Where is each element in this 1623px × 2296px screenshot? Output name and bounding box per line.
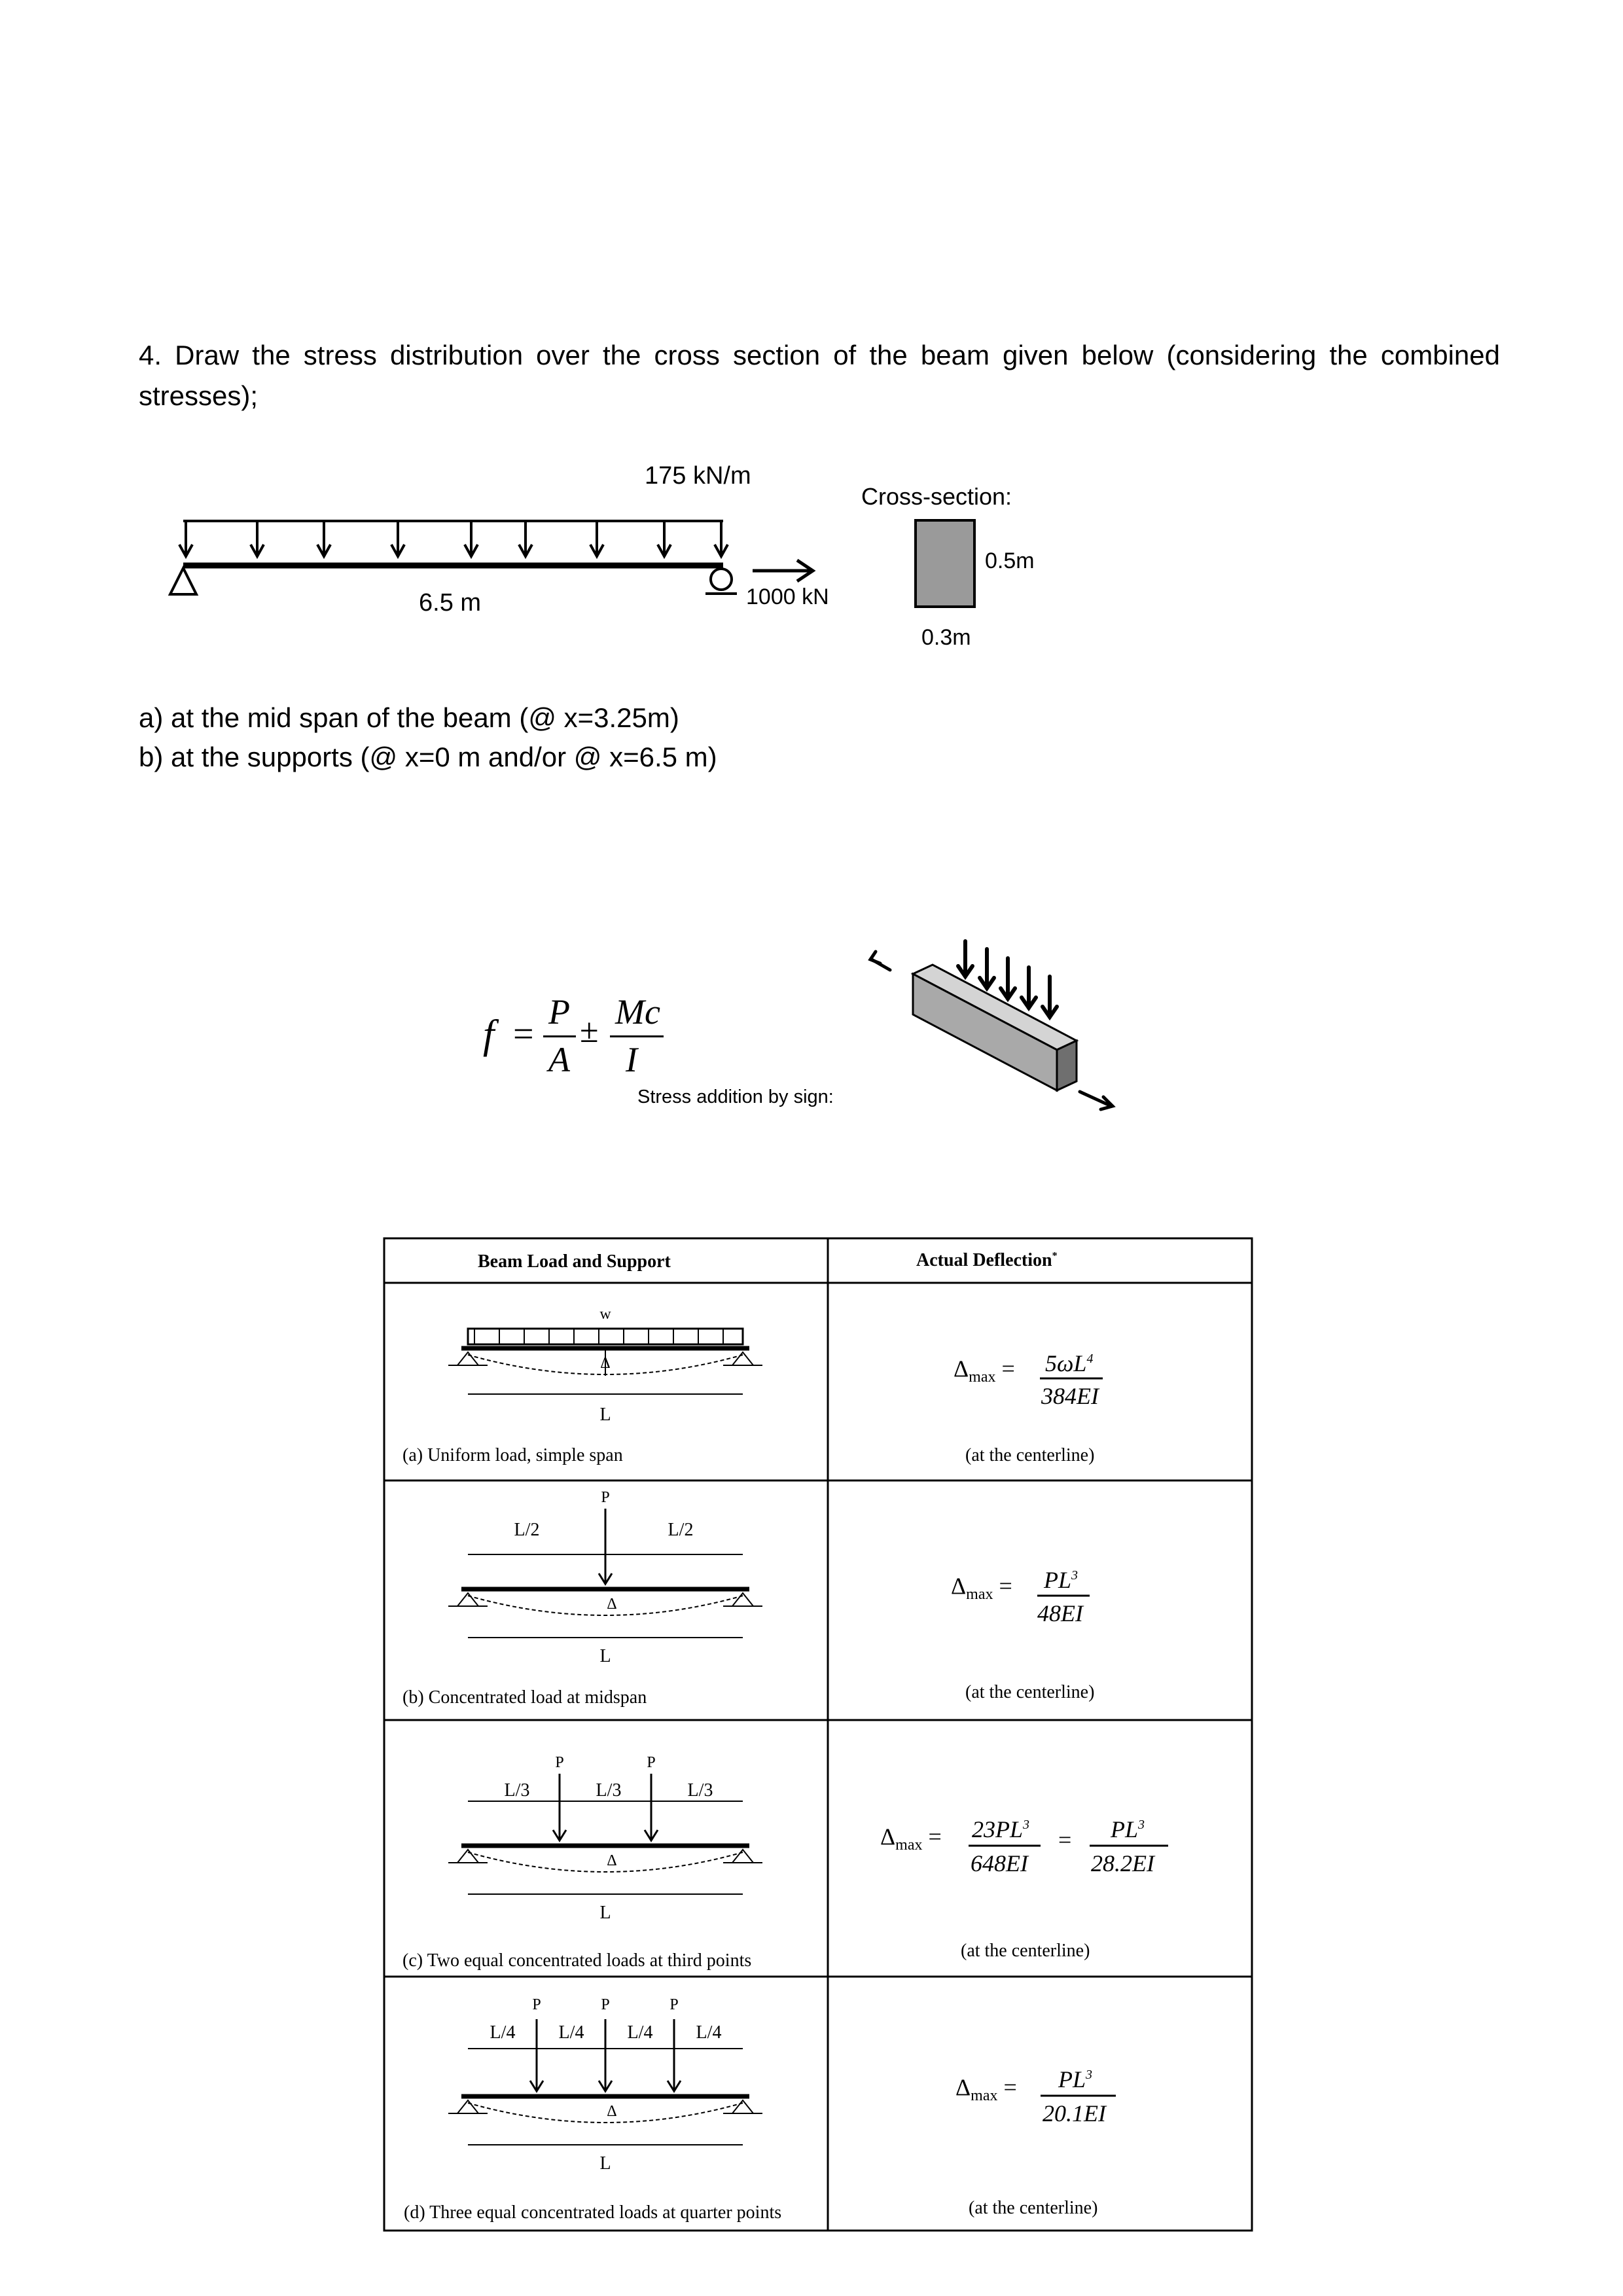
formula-p: P <box>548 992 570 1031</box>
load-label: P <box>555 1754 564 1771</box>
load-intensity-label: 175 kN/m <box>645 462 751 490</box>
formula-denominator-alt: 28.2EI <box>1091 1850 1154 1876</box>
question-text: 4. Draw the stress distribution over the cross section of the beam given below (considering the combined stresses); <box>139 340 1500 411</box>
formula-denominator: 20.1EI <box>1043 2100 1106 2126</box>
formula-plus-minus: ± <box>580 1013 599 1050</box>
load-label: P <box>669 1996 679 2013</box>
span-length-label: L <box>599 1903 611 1923</box>
table-grid <box>383 1237 1253 2232</box>
load-label: P <box>601 1996 610 2013</box>
axial-load-label: 1000 kN <box>746 584 829 609</box>
formula-i: I <box>626 1040 637 1079</box>
equals-sign: = <box>1058 1827 1072 1853</box>
delta-max-symbol: $\Delta_{max}$ = <box>954 1355 1015 1386</box>
section-width-label: 0.3m <box>921 625 971 650</box>
row-b-caption: (b) Concentrated load at midspan <box>402 1687 647 1708</box>
span-length-label: L <box>599 1646 611 1666</box>
deflection-symbol: Δ <box>607 1596 617 1613</box>
formula-equals: = <box>513 1014 534 1054</box>
row-d-caption: (d) Three equal concentrated loads at quarter points <box>404 2202 782 2223</box>
axial-load-arrow <box>753 560 813 581</box>
roller-support <box>705 569 737 594</box>
segment-label: L/3 <box>687 1780 713 1801</box>
load-arrows <box>179 521 728 556</box>
span-length-label: L <box>599 1405 611 1425</box>
distributed-load <box>179 521 728 556</box>
formula-numerator: $PL^3$ <box>1044 1567 1079 1593</box>
centerline-note: (at the centerline) <box>965 1682 1095 1702</box>
part-b: b) at the supports (@ x=0 m and/or @ x=6.5 m) <box>139 742 717 772</box>
section-height-label: 0.5m <box>985 548 1035 573</box>
segment-label: L/4 <box>558 2022 584 2043</box>
cross-section-rectangle <box>914 519 976 608</box>
centerline-note: (at the centerline) <box>961 1941 1090 1961</box>
segment-label: L/2 <box>514 1520 540 1540</box>
load-label: w <box>599 1306 611 1323</box>
centerline-note: (at the centerline) <box>969 2198 1098 2218</box>
centerline-note: (at the centerline) <box>965 1445 1095 1465</box>
formula-denominator: 384EI <box>1041 1383 1099 1409</box>
formula-f: f <box>483 1013 495 1057</box>
segment-label: L/4 <box>696 2022 722 2043</box>
formula-a: A <box>548 1040 570 1079</box>
midspan-load-diagram <box>448 1509 762 1638</box>
stress-addition-note: Stress addition by sign: <box>637 1086 834 1107</box>
formula-numerator-alt: $PL^3$ <box>1111 1816 1145 1842</box>
delta-max-symbol: $\Delta_{max}$ = <box>951 1573 1012 1604</box>
formula-mc: Mc <box>615 992 660 1031</box>
formula-numerator: $5\omega L^4$ <box>1045 1350 1094 1376</box>
segment-label: L/3 <box>596 1780 622 1801</box>
segment-label: L/3 <box>504 1780 530 1801</box>
cross-section-title: Cross-section: <box>861 483 1012 510</box>
formula-denominator: 648EI <box>971 1850 1028 1876</box>
segment-label: L/2 <box>668 1520 694 1540</box>
fraction-bar <box>610 1035 664 1037</box>
segment-label: L/4 <box>490 2022 516 2043</box>
span-length-label: L <box>599 2153 611 2174</box>
deflection-symbol: Δ <box>607 2103 617 2120</box>
load-label: P <box>532 1996 541 2013</box>
column-header-load: Beam Load and Support <box>478 1251 671 1272</box>
span-label: 6.5 m <box>419 589 482 617</box>
load-label: P <box>601 1489 610 1506</box>
part-a: a) at the mid span of the beam (@ x=3.25m) <box>139 702 679 733</box>
delta-max-symbol: $\Delta_{max}$ = <box>880 1823 942 1854</box>
pin-support <box>170 568 196 594</box>
segment-label: L/4 <box>627 2022 653 2043</box>
fraction-bar <box>543 1035 576 1037</box>
deflection-symbol: Δ <box>600 1355 611 1372</box>
deflection-symbol: Δ <box>607 1852 617 1869</box>
row-c-caption: (c) Two equal concentrated loads at third points <box>402 1950 752 1971</box>
delta-max-symbol: $\Delta_{max}$ = <box>955 2074 1017 2105</box>
load-label: P <box>647 1754 656 1771</box>
row-a-caption: (a) Uniform load, simple span <box>402 1445 623 1465</box>
formula-denominator: 48EI <box>1037 1600 1083 1626</box>
deflection-table <box>383 1237 1253 2232</box>
formula-numerator: $23PL^3$ <box>972 1816 1030 1842</box>
beam-3d-sketch <box>857 929 1132 1119</box>
formula-numerator: $PL^3$ <box>1058 2066 1093 2092</box>
column-header-deflection: Actual Deflection* <box>916 1250 1058 1270</box>
